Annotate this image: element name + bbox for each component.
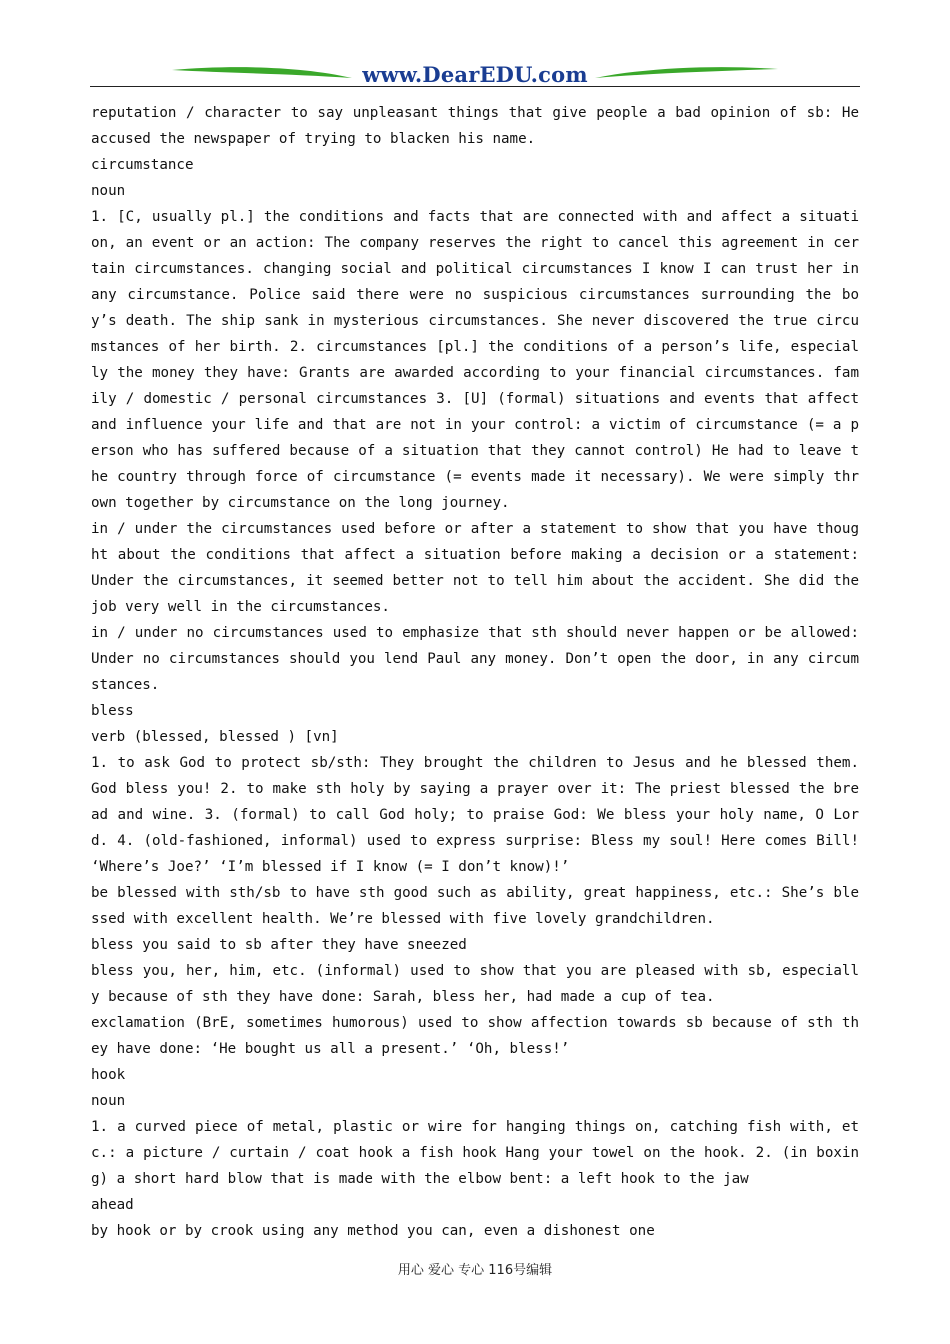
document-body [91, 100, 859, 1244]
text-paragraph: 1. [C, usually pl.] the conditions and facts that are connected with and affect a situation, an event or an action: The company reserves the right to cancel this agreement in certain circumstances. changing social and political circumstances I know I can trust her in any circumstance. Police said there were no suspicious circumstances surrounding the boy’s death. The ship sank in mysterious circumstances. She never discovered the true circumstances of her birth. 2. circumstances [pl.] the conditions of a person’s life, especially the money they have: Grants are awarded according to your financial circumstances. family / domestic / personal circumstances 3. [U] (formal) situations and events that affect and influence your life and that are not in your control: a victim of circumstance (= a person who has suffered because of a situation that they cannot control) He had to leave the country through force of circumstance (= events made it necessary). We were simply thrown together by circumstance on the long journey. [91, 209, 859, 511]
text-paragraph: noun [91, 1093, 126, 1109]
text-paragraph: reputation / character to say unpleasant things that give people a bad opinion of sb: He accused the newspaper of trying to blacken his name. [91, 105, 859, 147]
site-logo-text[interactable]: www.DearEDU.com [362, 62, 588, 87]
text-paragraph: circumstance [91, 157, 194, 173]
text-paragraph: in / under no circumstances used to emphasize that sth should never happen or be allowed: Under no circumstances should you lend Paul any money. Don’t open the door, in any circumstances. [91, 625, 859, 693]
text-paragraph: exclamation (BrE, sometimes humorous) used to show affection towards sb because of sth they have done: ‘He bought us all a present.’ ‘Oh, bless!’ [91, 1015, 859, 1057]
text-paragraph: 1. to ask God to protect sb/sth: They brought the children to Jesus and he blessed them. God bless you! 2. to make sth holy by saying a prayer over it: The priest blessed the bread and wine. 3. (formal) to call God holy; to praise God: We bless your holy name, O Lord. 4. (old-fashioned, informal) used to express surprise: Bless my soul! Here comes Bill! ‘Where’s Joe?’ ‘I’m blessed if I know (= I don’t know)!’ [91, 755, 859, 875]
text-paragraph: in / under the circumstances used before or after a statement to show that you have thought about the conditions that affect a situation before making a decision or a statement: Under the circumstances, it seemed better not to tell him about the accident. She did the job very well in the circumstances. [91, 521, 859, 615]
text-paragraph: bless [91, 703, 134, 719]
text-paragraph: bless you said to sb after they have sneezed [91, 937, 467, 953]
text-paragraph: noun [91, 183, 126, 199]
text-paragraph: be blessed with sth/sb to have sth good such as ability, great happiness, etc.: She’s blessed with excellent health. We’re blessed with five lovely grandchildren. [91, 885, 859, 927]
text-paragraph: 1. a curved piece of metal, plastic or wire for hanging things on, catching fish with, etc.: a picture / curtain / coat hook a fish hook Hang your towel on the hook. 2. (in boxing) a short hard blow that is made with the elbow bent: a left hook to the jaw [91, 1119, 859, 1187]
text-paragraph: verb (blessed, blessed ) [vn] [91, 729, 339, 745]
header-divider [90, 86, 860, 87]
text-paragraph: by hook or by crook using any method you can, even a dishonest one [91, 1223, 655, 1239]
page-footer: 用心 爱心 专心 116号编辑 [397, 1263, 553, 1278]
text-paragraph: hook [91, 1067, 126, 1083]
text-paragraph: bless you, her, him, etc. (informal) used to show that you are pleased with sb, especially because of sth they have done: Sarah, bless her, had made a cup of tea. [91, 963, 859, 1005]
text-paragraph: ahead [91, 1197, 134, 1213]
